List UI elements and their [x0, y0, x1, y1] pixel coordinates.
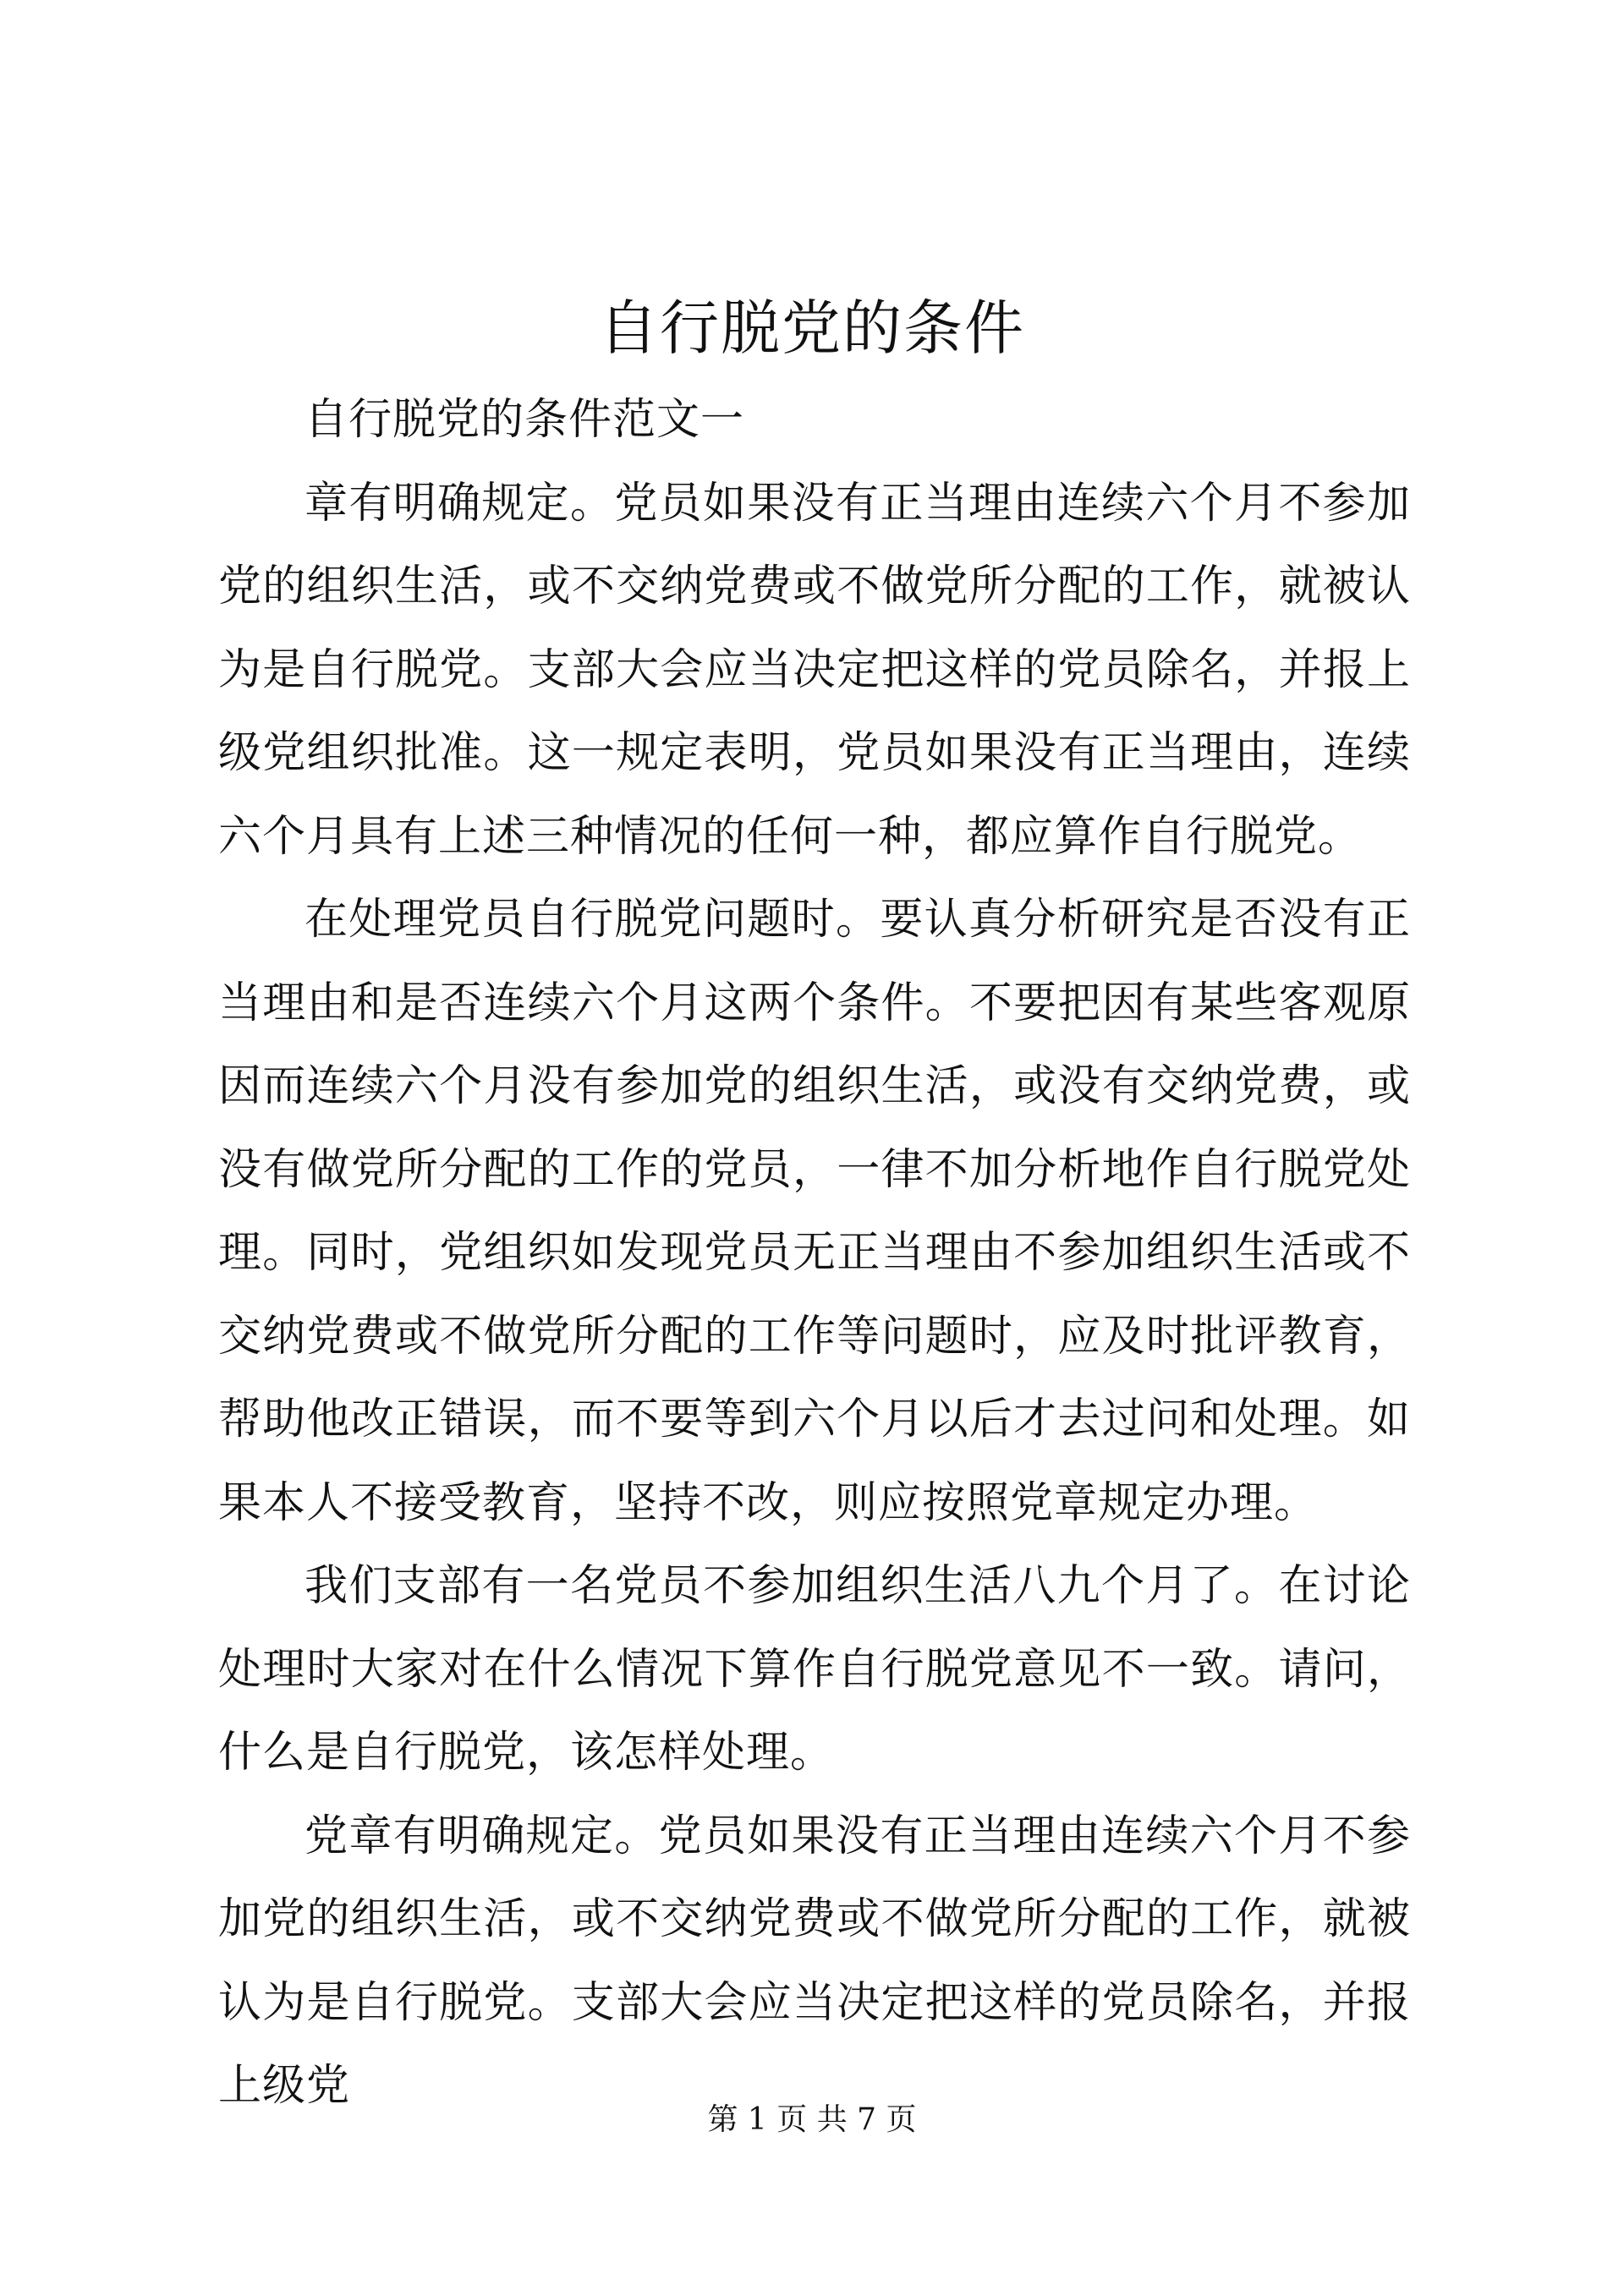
document-body — [218, 379, 1411, 2129]
paragraph: 章有明确规定。党员如果没有正当理由连续六个月不参加党的组织生活，或不交纳党费或不做党所分配的工作，就被认为是自行脱党。支部大会应当决定把这样的党员除名，并报上级党组织批准。这一规定表明，党员如果没有正当理由，连续六个月具有上述三种情况的任何一种，都应算作自行脱党。 — [218, 478, 1411, 862]
paragraph: 我们支部有一名党员不参加组织生活八九个月了。在讨论处理时大家对在什么情况下算作自行脱党意见不一致。请问，什么是自行脱党，该怎样处理。 — [218, 1561, 1411, 1778]
paragraph-subtitle: 自行脱党的条件范文一 — [304, 395, 745, 445]
document-title: 自行脱党的条件 — [599, 293, 1025, 363]
paragraph: 在处理党员自行脱党问题时。要认真分析研究是否没有正当理由和是否连续六个月这两个条件。不要把因有某些客观原因而连续六个月没有参加党的组织生活，或没有交纳党费，或没有做党所分配的工作的党员，一律不加分析地作自行脱党处理。同时，党组织如发现党员无正当理由不参加组织生活或不交纳党费或不做党所分配的工作等问题时，应及时批评教育，帮助他改正错误，而不要等到六个月以后才去过问和处理。如果本人不接受教育，坚持不改，则应按照党章规定办理。 — [218, 895, 1411, 1528]
paragraph: 党章有明确规定。党员如果没有正当理由连续六个月不参加党的组织生活，或不交纳党费或不做党所分配的工作，就被认为是自行脱党。支部大会应当决定把这样的党员除名，并报上级党 — [218, 1811, 1411, 2111]
page-footer: 第 1 页 共 7 页 — [707, 2102, 917, 2137]
